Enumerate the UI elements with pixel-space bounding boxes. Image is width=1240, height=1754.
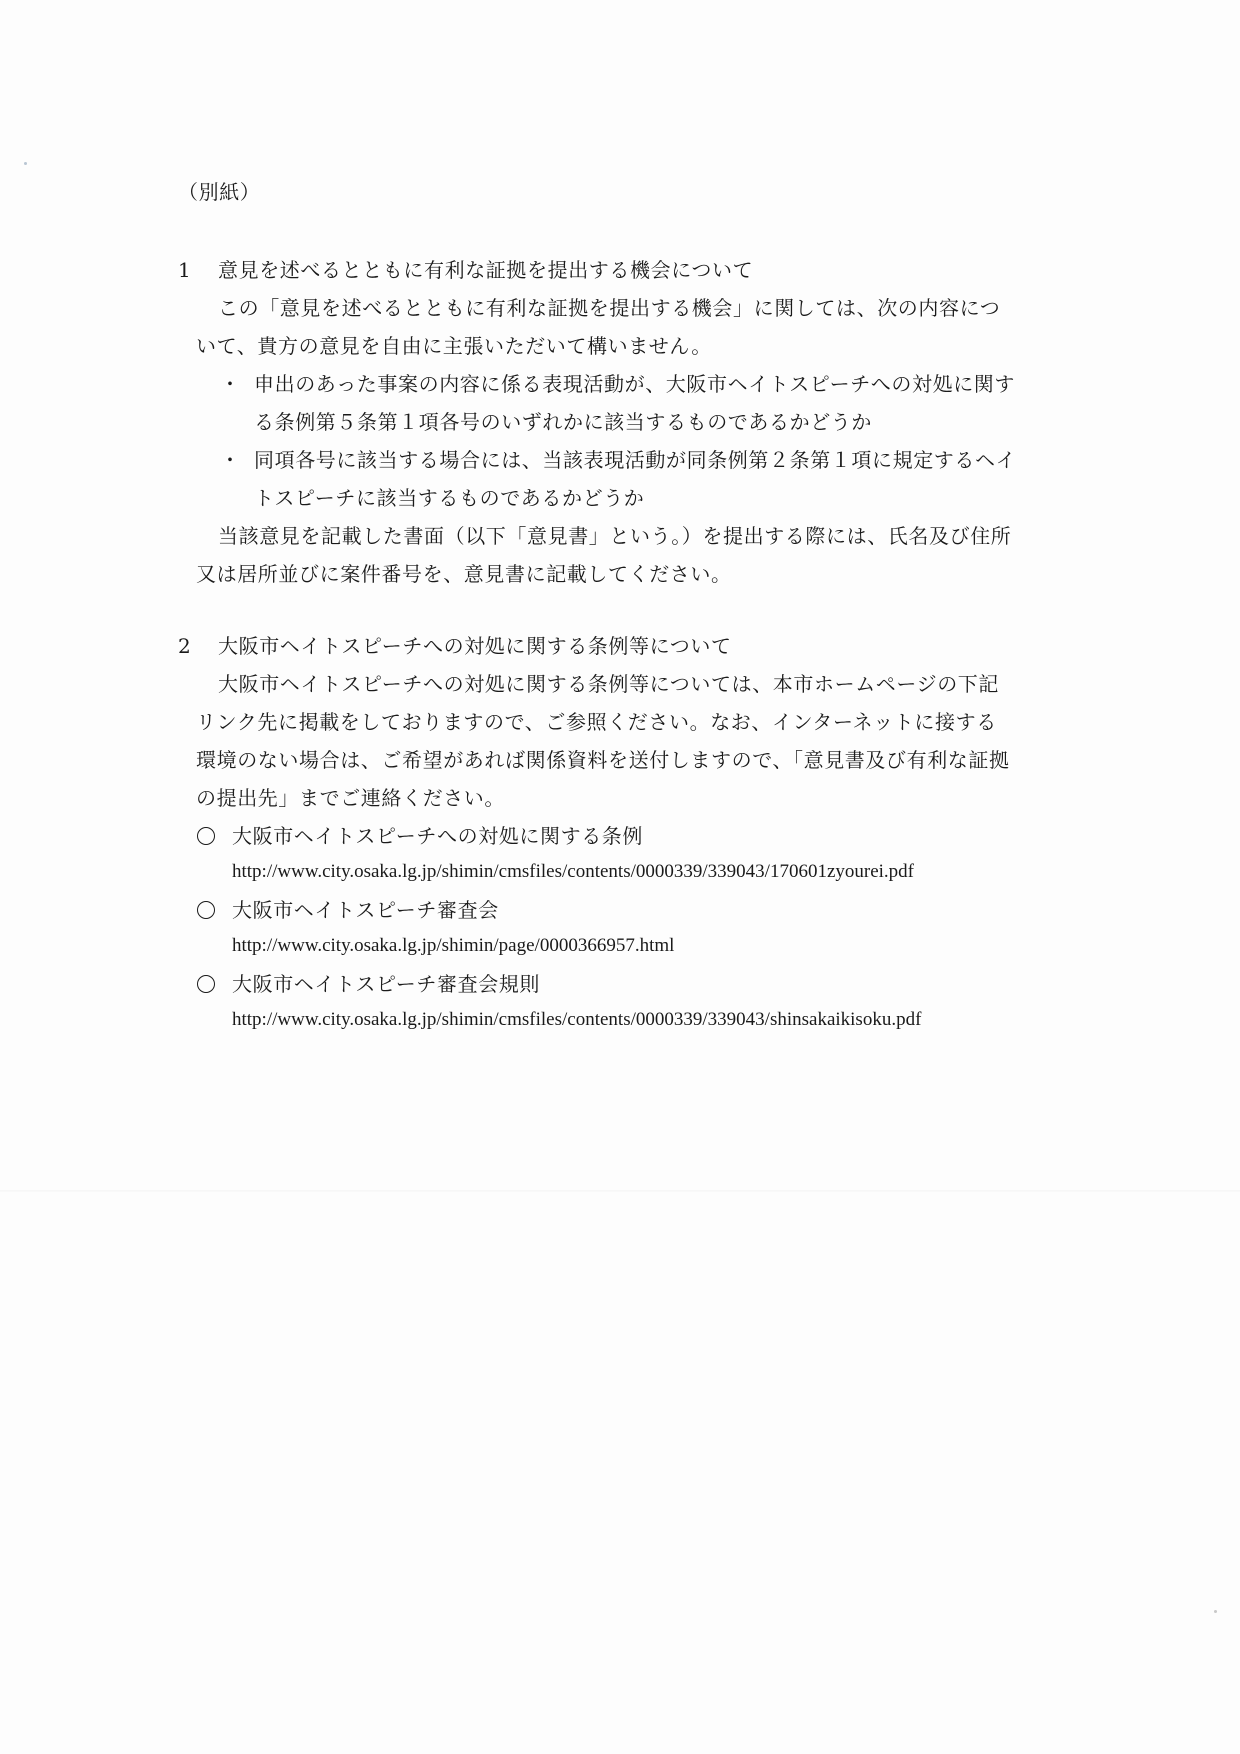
paper-fold-line — [0, 1190, 1240, 1192]
section2-intro-line-4: の提出先」までご連絡ください。 — [196, 786, 505, 810]
link-1-url[interactable]: http://www.city.osaka.lg.jp/shimin/cmsfiles/contents/0000339/339043/170601zyourei.pdf — [232, 861, 914, 882]
bullet-2-line-1: 同項各号に該当する場合には、当該表現活動が同条例第２条第１項に規定するヘイ — [254, 448, 1017, 472]
bullet-marker: ・ — [220, 372, 240, 396]
bullet-1-line-1: 申出のあった事案の内容に係る表現活動が、大阪市ヘイトスピーチへの対処に関す — [254, 372, 1015, 396]
bullet-marker: ・ — [220, 448, 240, 472]
section2-title: 大阪市ヘイトスピーチへの対処に関する条例等について — [218, 634, 732, 658]
paper-speck — [24, 162, 27, 165]
section2-intro-line-3: 環境のない場合は、ご希望があれば関係資料を送付しますので、「意見書及び有利な証拠 — [196, 748, 1010, 772]
link-3-url[interactable]: http://www.city.osaka.lg.jp/shimin/cmsfiles/contents/0000339/339043/shinsakaikisoku.pdf — [232, 1009, 922, 1030]
link-2-url[interactable]: http://www.city.osaka.lg.jp/shimin/page/0000366957.html — [232, 935, 675, 956]
link-1-title: 大阪市ヘイトスピーチへの対処に関する条例 — [232, 824, 643, 848]
section1-title: 意見を述べるとともに有利な証拠を提出する機会について — [218, 258, 754, 282]
section1-closing-line-2: 又は居所並びに案件番号を、意見書に記載してください。 — [196, 562, 732, 586]
section1-closing-line-1: 当該意見を記載した書面（以下「意見書」という。）を提出する際には、氏名及び住所 — [218, 524, 1012, 548]
section1-intro-line-2: いて、貴方の意見を自由に主張いただいて構いません。 — [196, 334, 712, 358]
section1-intro-line-1: この「意見を述べるとともに有利な証拠を提出する機会」に関しては、次の内容につ — [218, 296, 1001, 320]
page-header: （別紙） — [178, 180, 261, 204]
link-3-title: 大阪市ヘイトスピーチ審査会規則 — [232, 972, 540, 996]
section2-number: 2 — [178, 634, 192, 658]
circle-bullet-icon — [197, 975, 215, 993]
circle-bullet-icon — [197, 827, 215, 845]
section2-intro-line-2: リンク先に掲載をしておりますので、ご参照ください。なお、インターネットに接する — [196, 710, 997, 734]
section2-intro-line-1: 大阪市ヘイトスピーチへの対処に関する条例等については、本市ホームページの下記 — [218, 672, 999, 696]
link-2-title: 大阪市ヘイトスピーチ審査会 — [232, 898, 499, 922]
circle-bullet-icon — [197, 901, 215, 919]
bullet-1-line-2: る条例第５条第１項各号のいずれかに該当するものであるかどうか — [254, 410, 872, 434]
bullet-2-line-2: トスピーチに該当するものであるかどうか — [254, 486, 645, 510]
section1-number: 1 — [178, 258, 192, 282]
paper-speck — [1214, 1610, 1217, 1613]
